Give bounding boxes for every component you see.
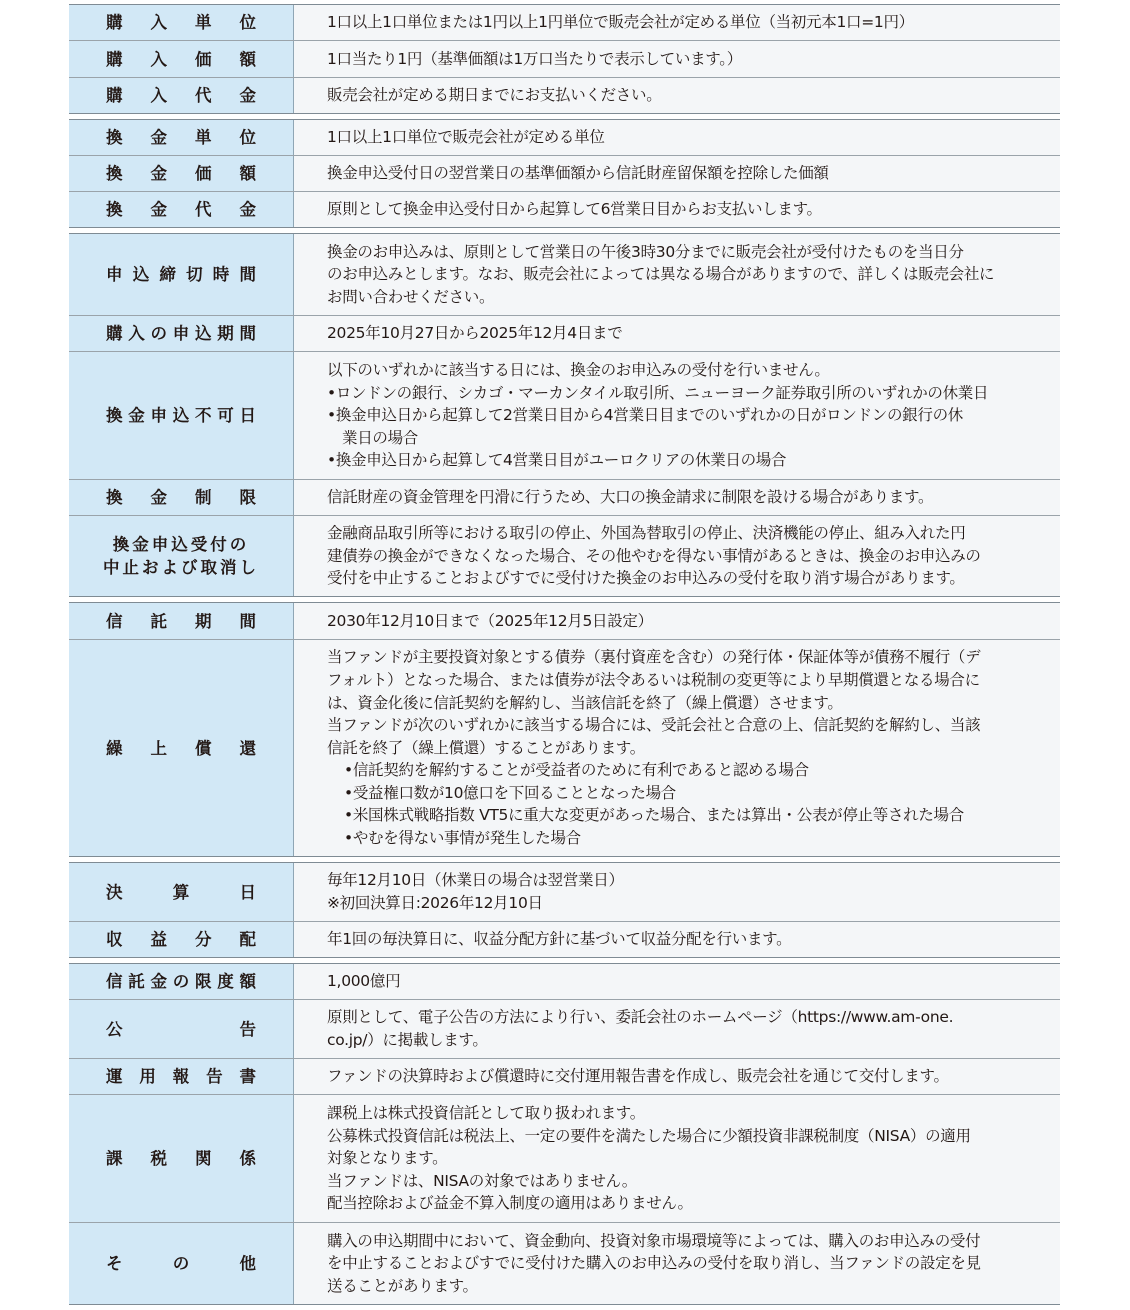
table-row [69,5,1060,40]
row-label-text: 換 金 申 込 不 可 日 [106,406,256,425]
value-line: 換金のお申込みは、原則として営業日の午後3時30分までに販売会社が受付けたものを当日分 [327,242,964,261]
table-row [69,964,1060,999]
value-line: 対象となります。 [327,1149,448,1168]
value-line: ファンドの決算時および償還時に交付運用報告書を作成し、販売会社を通じて交付します。 [327,1067,949,1086]
row-label-text: 申 込 締 切 時 間 [106,265,256,284]
value-line: 課税上は株式投資信託として取り扱われます。 [327,1104,645,1123]
row-label-text: 信 託 期 間 [106,611,256,631]
row-label [69,192,294,227]
row-label [69,1095,294,1222]
value-line: 1口以上1口単位または1円以上1円単位で販売会社が定める単位（当初元本1口=1円） [327,13,914,32]
value-line: ※初回決算日:2026年12月10日 [327,894,543,912]
row-value [294,1223,1060,1304]
value-line: フォルト）となった場合、または債券が法令あるいは税制の変更等により早期償還となる場合に [327,670,980,689]
label-line: 中止および取消し [103,558,259,577]
value-line: 原則として換金申込受付日から起算して6営業日目からお支払いします。 [327,200,822,219]
table-row [69,1094,1060,1222]
row-value [294,41,1060,77]
value-line: •米国株式戦略指数 VT5に重大な変更があった場合、または算出・公表が停止等された場合 [344,806,964,825]
fund-terms-table [69,4,1060,1310]
table-row [69,77,1060,113]
row-label-text: 運 用 報 告 書 [106,1067,256,1086]
table-row [69,120,1060,155]
row-value [294,964,1060,999]
value-line: を中止することおよびすでに受付けた購入のお申込みの受付を取り消し、当ファンドの設定を見 [327,1254,981,1273]
row-value [294,120,1060,155]
row-label-text: 購 入 代 金 [106,86,256,105]
value-line: 1,000億円 [327,972,401,991]
row-label [69,5,294,40]
row-label-text: 換 金 価 額 [106,164,256,183]
value-line: 公募株式投資信託は税法上、一定の要件を満たした場合に少額投資非課税制度（NISA）の適用 [327,1126,971,1145]
value-line: 受付を中止することおよびすでに受付けた換金のお申込みの受付を取り消す場合があります。 [327,569,965,588]
row-label [69,234,294,315]
row-value [294,1000,1060,1058]
value-line: 配当控除および益金不算入制度の適用はありません。 [327,1194,693,1213]
table-row [69,315,1060,351]
row-label [69,78,294,113]
value-line: 毎年12月10日（休業日の場合は翌営業日） [327,871,624,890]
value-line: 信託財産の資金管理を円滑に行うため、大口の換金請求に制限を設ける場合があります。 [327,488,934,507]
other-info-group [69,963,1060,1305]
row-value [294,863,1060,921]
value-line: •信託契約を解約することが受益者のために有利であると認める場合 [344,761,809,780]
value-line: のお申込みとします。なお、販売会社によっては異なる場合がありますので、詳しくは販売会社に [327,265,995,284]
row-value [294,603,1060,639]
value-line: 当ファンドは、NISAの対象ではありません。 [327,1171,637,1190]
value-line: 1口当たり1円（基準価額は1万口当たりで表示しています。） [327,49,742,68]
value-line: 信託を終了（繰上償還）することがあります。 [327,738,645,757]
row-value [294,516,1060,596]
row-label [69,480,294,515]
row-label-text: 換 金 単 位 [106,128,256,147]
row-label-text: 購 入 の 申 込 期 間 [106,324,256,343]
value-line: •換金申込日から起算して2営業日目から4営業日目までのいずれかの日がロンドンの銀行の休 [327,406,963,425]
value-line: 金融商品取引所等における取引の停止、外国為替取引の停止、決済機能の停止、組み入れた円 [327,524,966,543]
row-value [294,316,1060,351]
row-value [294,1059,1060,1094]
value-line: 購入の申込期間中において、資金動向、投資対象市場環境等によっては、購入のお申込みの受付 [327,1231,981,1250]
table-row [69,351,1060,479]
purchase-group [69,4,1060,114]
value-line: 以下のいずれかに該当する日には、換金のお申込みの受付を行いません。 [327,361,830,380]
row-value [294,1095,1060,1222]
row-label [69,352,294,479]
value-line: 2025年10月27日から2025年12月4日まで [327,324,623,343]
row-label-text: 決 算 日 [106,882,256,902]
row-value [294,192,1060,227]
row-label [69,156,294,191]
value-line: 年1回の毎決算日に、収益分配方針に基づいて収益分配を行います。 [327,930,792,949]
value-line: 1口以上1口単位で販売会社が定める単位 [327,128,605,147]
row-label [69,964,294,999]
table-row [69,1222,1060,1304]
value-line: 建債券の換金ができなくなった場合、その他やむを得ない事情があるときは、換金のお申込みの [327,546,981,565]
row-label-text: 信 託 金 の 限 度 額 [106,972,256,991]
row-label-text: 収 益 分 配 [106,930,256,949]
row-label-text: 換 金 制 限 [106,488,256,507]
table-row [69,191,1060,227]
table-row [69,921,1060,957]
row-value [294,640,1060,856]
value-line: は、資金化後に信託契約を解約し、当該信託を終了（繰上償還）させます。 [327,693,843,712]
settlement-group [69,862,1060,958]
value-line: 販売会社が定める期日までにお支払いください。 [327,86,662,105]
table-row [69,1058,1060,1094]
row-label [69,41,294,77]
value-line: 当ファンドが主要投資対象とする債券（裏付資産を含む）の発行体・保証体等が債務不履行（デ [327,648,981,667]
table-row [69,40,1060,77]
row-label [69,516,294,596]
row-label-text: 課 税 関 係 [106,1149,256,1168]
value-line: 送ることがあります。 [327,1276,478,1295]
value-line: co.jp/）に掲載します。 [327,1031,488,1049]
row-value [294,922,1060,957]
row-label-text: 公 告 [106,1019,256,1039]
application-group [69,233,1060,597]
row-value [294,5,1060,40]
row-label-text: 繰 上 償 還 [106,738,256,758]
row-label-text: 購 入 単 位 [106,13,256,32]
row-label [69,316,294,351]
value-line: 換金申込受付日の翌営業日の基準価額から信託財産留保額を控除した価額 [327,164,829,183]
row-label [69,1223,294,1304]
row-label-text: そ の 他 [106,1254,256,1273]
redemption-group [69,119,1060,228]
row-label [69,922,294,957]
row-label [69,603,294,639]
row-value [294,480,1060,515]
value-line: •ロンドンの銀行、シカゴ・マーカンタイル取引所、ニューヨーク証券取引所のいずれかの休業日 [327,383,989,402]
table-row [69,479,1060,515]
value-line: 当ファンドが次のいずれかに該当する場合には、受託会社と合意の上、信託契約を解約し、当該 [327,716,981,735]
row-label-text: 換 金 代 金 [106,200,256,219]
label-line: 換金申込受付の [112,535,250,554]
row-label [69,120,294,155]
trust-term-group [69,602,1060,857]
row-label [69,640,294,856]
table-row [69,234,1060,315]
row-value [294,156,1060,191]
value-line: 原則として、電子公告の方法により行い、委託会社のホームページ（https://www.am-one. [327,1008,954,1027]
table-row [69,155,1060,191]
value-line: •換金申込日から起算して4営業日目がユーロクリアの休業日の場合 [327,451,787,470]
row-value [294,234,1060,315]
table-row [69,603,1060,639]
row-label-text: 購 入 価 額 [106,49,256,69]
table-row [69,863,1060,921]
row-label [69,863,294,921]
table-row [69,639,1060,856]
value-line: •受益権口数が10億口を下回ることとなった場合 [344,783,676,802]
value-line: •やむを得ない事情が発生した場合 [344,829,581,848]
value-line: 2030年12月10日まで（2025年12月5日設定） [327,611,653,630]
value-line: お問い合わせください。 [327,287,495,306]
value-line: 業日の場合 [342,428,419,447]
row-value [294,352,1060,479]
row-label [69,1000,294,1058]
table-row [69,515,1060,596]
row-label [69,1059,294,1094]
row-value [294,78,1060,113]
table-row [69,999,1060,1058]
